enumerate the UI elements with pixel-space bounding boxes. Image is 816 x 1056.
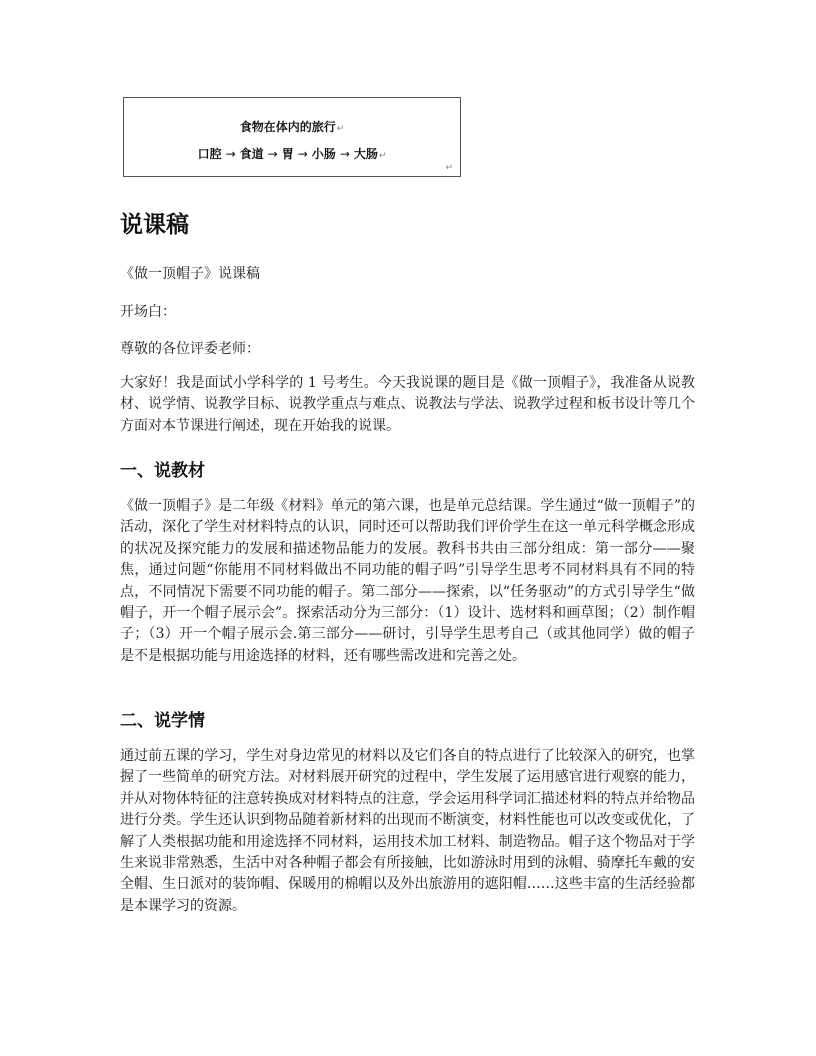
opening-label: 开场白： <box>120 304 176 320</box>
flow-step-large-intestine: 大肠 <box>353 147 378 161</box>
paragraph-mark-icon: ↵ <box>378 151 387 161</box>
section-body-learners: 通过前五课的学习，学生对身边常见的材料以及它们各自的特点进行了比较深入的研究，也掌握了一些简单的研究方法。对材料展开研究的过程中，学生发展了运用感官进行观察的能力，并从对物体特征的注意转换成对材料特点的注意，学会运用科学词汇描述材料的特点并给物品进行分类。学生还认识到物品随着新材料的出现而不断演变，材料性能也可以改变或优化，了解了人类根据功能和用途选择不同材料，运用技术加工材料、制造物品。帽子这个物品对于学生来说非常熟悉，生活中对各种帽子都会有所接触，比如游泳时用到的泳帽、骑摩托车戴的安全帽、生日派对的装饰帽、保暖用的棉帽以及外出旅游用的遮阳帽……这些丰富的生活经验都是本课学习的资源。 <box>120 748 695 914</box>
document-subtitle: 《做一顶帽子》说课稿 <box>120 266 260 282</box>
arrow-right-icon: → <box>225 147 236 161</box>
arrow-right-icon: → <box>339 147 350 161</box>
arrow-right-icon: → <box>267 147 278 161</box>
arrow-right-icon: → <box>297 147 308 161</box>
figure-title-text: 食物在体内的旅行 <box>239 120 336 134</box>
section-body-textbook: 《做一顶帽子》是二年级《材料》单元的第六课，也是单元总结课。学生通过“做一顶帽子”的活动，深化了学生对材料特点的认识，同时还可以帮助我们评价学生在这一单元科学概念形成的状况及探究能力的发展和描述物品能力的发展。教科书共由三部分组成：第一部分——聚焦，通过问题“你能用不同材料做出不同功能的帽子吗”引导学生思考不同材料具有不同的特点，不同情况下需要不同功能的帽子。第二部分——探索，以“任务驱动”的方式引导学生“做帽子，开一个帽子展示会”。探索活动分为三部分：（1）设计、选材料和画草图；（2）制作帽子；（3）开一个帽子展示会.第三部分——研讨，引导学生思考自己（或其他同学）做的帽子是不是根据功能与用途选择的材料，还有哪些需改进和完善之处。 <box>120 498 695 664</box>
paragraph-mark-icon: ↵ <box>336 124 345 134</box>
flow-step-esophagus: 食道 <box>239 147 264 161</box>
figure-title <box>124 118 460 135</box>
section-heading-learners: 二、说学情 <box>120 711 205 731</box>
flow-step-stomach: 胃 <box>281 147 294 161</box>
flow-step-small-intestine: 小肠 <box>311 147 336 161</box>
section-heading-textbook: 一、说教材 <box>120 461 205 481</box>
document-title: 说课稿 <box>120 212 189 238</box>
digestion-flow <box>124 145 460 162</box>
flow-step-mouth: 口腔 <box>197 147 222 161</box>
digestion-figure-box <box>123 97 461 177</box>
greeting: 尊敬的各位评委老师： <box>120 341 260 357</box>
paragraph-mark-icon: ↵ <box>445 163 453 173</box>
intro-paragraph: 大家好！我是面试小学科学的 1 号考生。今天我说课的题目是《做一顶帽子》，我准备从说教材、说学情、说教学目标、说教学重点与难点、说教法与学法、说教学过程和板书设计等几个方面对本节课进行阐述，现在开始我的说课。 <box>120 375 695 434</box>
